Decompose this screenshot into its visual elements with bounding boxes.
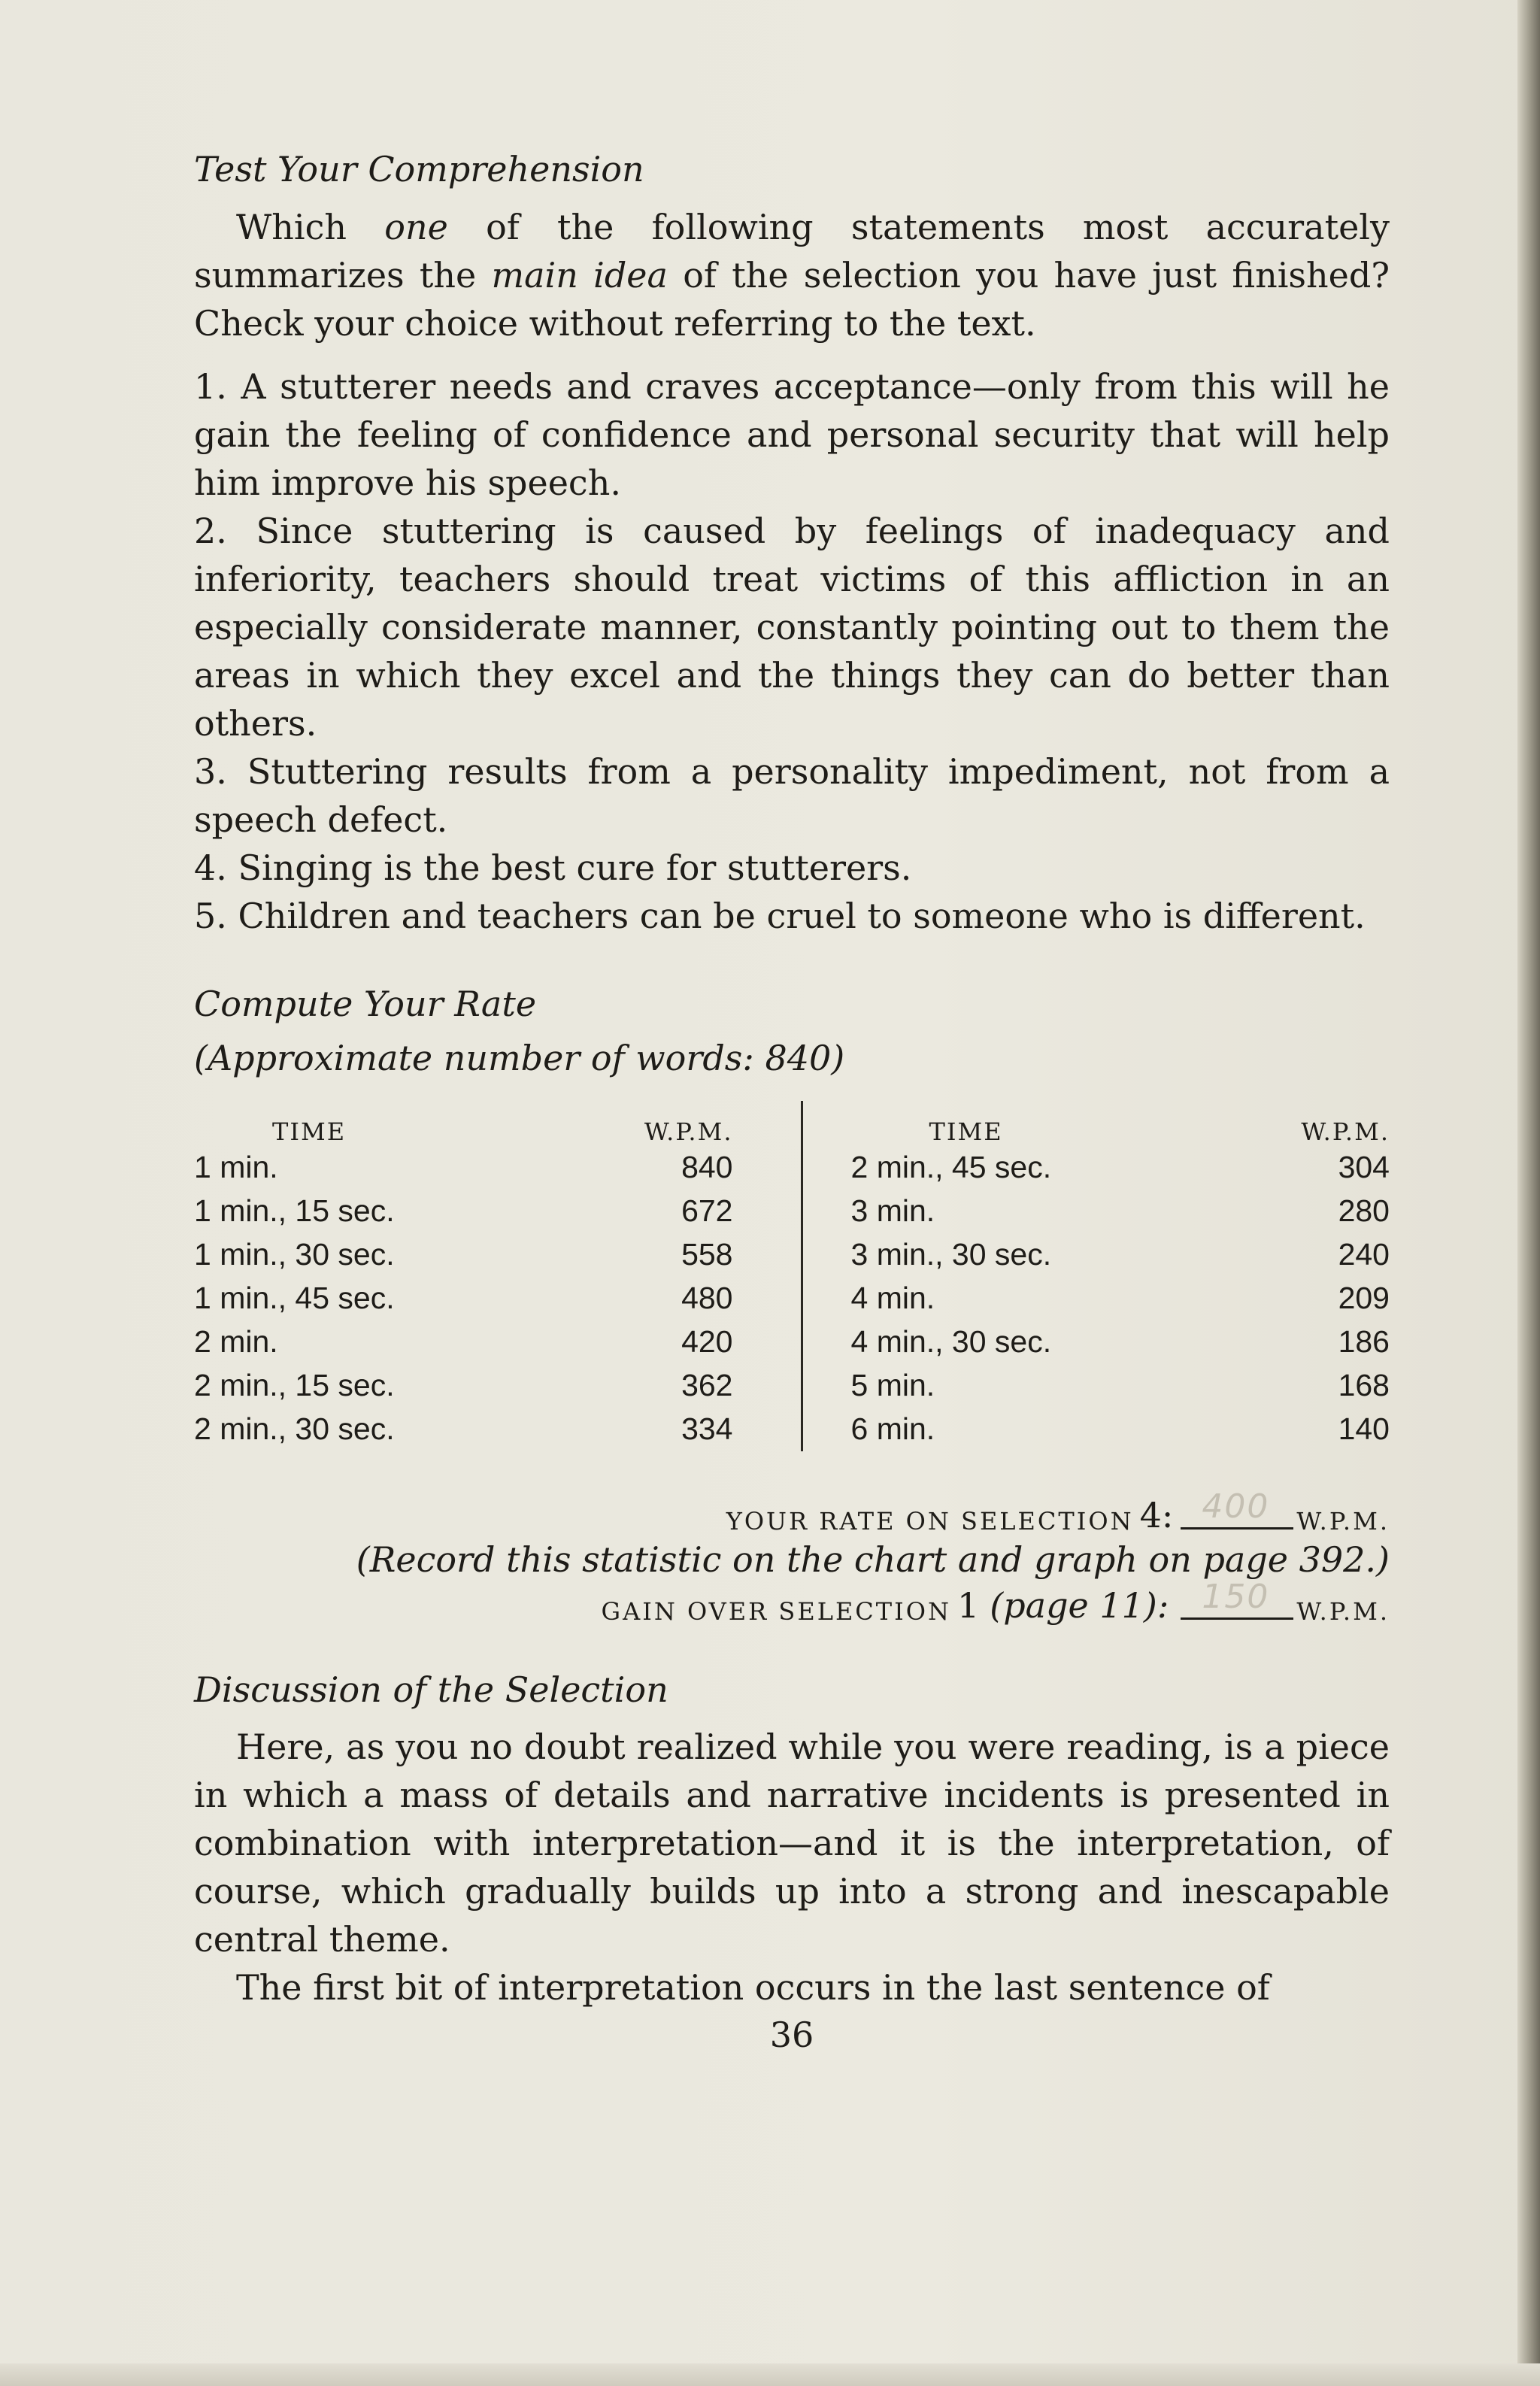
row-wpm: 362 bbox=[681, 1368, 733, 1403]
gain-blank[interactable] bbox=[1181, 1577, 1293, 1620]
gain-selection-num: 1 bbox=[957, 1584, 980, 1626]
intro-emphasis-one: one bbox=[384, 206, 448, 247]
header-time: TIME bbox=[272, 1117, 347, 1146]
gain-wpm-suffix: W.P.M. bbox=[1296, 1596, 1390, 1626]
your-rate-label: YOUR RATE ON SELECTION bbox=[726, 1506, 1134, 1536]
row-time: 4 min. bbox=[850, 1281, 935, 1316]
option-2: 2. Since stuttering is caused by feelings of inadequacy and inferiority, teachers should treat victims of this affliction in an especially considerate manner, constantly pointing out to them the areas in which they excel and the things they can do better than others. bbox=[194, 510, 1390, 744]
row-wpm: 168 bbox=[1338, 1368, 1390, 1403]
rate-table-header bbox=[194, 1101, 733, 1146]
gain-page-ref: (page 11): bbox=[990, 1584, 1169, 1626]
table-row bbox=[194, 1364, 733, 1408]
row-time: 2 min., 45 sec. bbox=[850, 1150, 1052, 1185]
header-wpm: W.P.M. bbox=[1301, 1117, 1390, 1146]
handwritten-gain: 150 bbox=[1202, 1577, 1270, 1616]
intro-text-2: of the following statements most accurately summarizes the bbox=[194, 206, 1390, 296]
table-row bbox=[851, 1233, 1390, 1277]
row-wpm: 334 bbox=[681, 1411, 733, 1447]
row-time: 1 min., 45 sec. bbox=[194, 1281, 395, 1316]
header-wpm: W.P.M. bbox=[644, 1117, 733, 1146]
your-rate-wpm-suffix: W.P.M. bbox=[1296, 1506, 1390, 1536]
table-row bbox=[194, 1320, 733, 1364]
row-time: 6 min. bbox=[850, 1411, 935, 1447]
page-number: 36 bbox=[769, 2015, 814, 2056]
row-wpm: 140 bbox=[1338, 1411, 1390, 1447]
table-row bbox=[194, 1190, 733, 1233]
your-rate-blank[interactable] bbox=[1181, 1487, 1293, 1530]
test-heading: Test Your Comprehension bbox=[194, 149, 644, 189]
your-rate-selection-num: 4: bbox=[1139, 1494, 1174, 1536]
rate-subheading: (Approximate number of words: 840) bbox=[194, 1037, 845, 1078]
header-time: TIME bbox=[929, 1117, 1003, 1146]
row-time: 1 min., 30 sec. bbox=[194, 1237, 395, 1272]
option-3: 3. Stuttering results from a personality impediment, not from a speech defect. bbox=[194, 750, 1390, 840]
row-time: 4 min., 30 sec. bbox=[850, 1324, 1052, 1360]
rate-result-block bbox=[194, 1487, 1390, 1626]
book-spine-edge bbox=[1517, 0, 1540, 2386]
table-row bbox=[851, 1190, 1390, 1233]
rate-table-header bbox=[851, 1101, 1390, 1146]
rate-heading: Compute Your Rate bbox=[194, 983, 537, 1024]
handwritten-rate: 400 bbox=[1202, 1487, 1270, 1526]
table-row bbox=[851, 1277, 1390, 1320]
gain-label: GAIN OVER SELECTION bbox=[601, 1596, 951, 1626]
discussion-heading: Discussion of the Selection bbox=[194, 1669, 668, 1710]
row-wpm: 240 bbox=[1338, 1237, 1390, 1272]
table-row bbox=[194, 1146, 733, 1190]
table-row bbox=[194, 1408, 733, 1451]
table-row bbox=[851, 1146, 1390, 1190]
row-wpm: 840 bbox=[681, 1150, 733, 1185]
row-time: 1 min., 15 sec. bbox=[194, 1193, 395, 1229]
row-time: 3 min., 30 sec. bbox=[850, 1237, 1052, 1272]
intro-text-3: of the selection you have just finished? Check your choice without referring to the text. bbox=[194, 254, 1390, 344]
page-bottom-edge bbox=[0, 2363, 1540, 2386]
table-row bbox=[851, 1364, 1390, 1408]
row-time: 2 min., 30 sec. bbox=[194, 1411, 395, 1447]
row-time: 2 min., 15 sec. bbox=[194, 1368, 395, 1403]
table-row bbox=[851, 1320, 1390, 1364]
intro-text-1: Which bbox=[236, 206, 385, 247]
row-wpm: 420 bbox=[681, 1324, 733, 1360]
row-time: 5 min. bbox=[850, 1368, 935, 1403]
row-wpm: 672 bbox=[681, 1193, 733, 1229]
row-time: 2 min. bbox=[194, 1324, 278, 1360]
rate-table-right bbox=[803, 1101, 1390, 1451]
discussion-para-2: The first bit of interpretation occurs in the last sentence of bbox=[236, 1967, 1270, 2009]
rate-table-left bbox=[194, 1101, 803, 1451]
option-4: 4. Singing is the best cure for stutterers. bbox=[194, 847, 912, 888]
row-wpm: 186 bbox=[1338, 1324, 1390, 1360]
record-note: (Record this statistic on the chart and graph on page 392.) bbox=[356, 1539, 1390, 1580]
page-content bbox=[194, 147, 1390, 2055]
row-wpm: 280 bbox=[1338, 1193, 1390, 1229]
row-wpm: 209 bbox=[1338, 1281, 1390, 1316]
test-intro bbox=[194, 203, 1390, 347]
discussion-para-1: Here, as you no doubt realized while you were reading, is a piece in which a mass of details and narrative incidents is presented in combination with interpretation—and it is the interpretation, of course, which gradually builds up into a strong and inescapable central theme. bbox=[194, 1727, 1390, 1960]
row-wpm: 480 bbox=[681, 1281, 733, 1316]
row-time: 1 min. bbox=[194, 1150, 278, 1185]
rate-table bbox=[194, 1101, 1390, 1451]
intro-emphasis-main-idea: main idea bbox=[491, 254, 668, 296]
row-time: 3 min. bbox=[850, 1193, 935, 1229]
row-wpm: 304 bbox=[1338, 1150, 1390, 1185]
option-5: 5. Children and teachers can be cruel to someone who is different. bbox=[194, 895, 1366, 936]
row-wpm: 558 bbox=[681, 1237, 733, 1272]
option-1: 1. A stutterer needs and craves acceptance—only from this will he gain the feeling of confidence and personal security that will help him improve his speech. bbox=[194, 365, 1390, 503]
table-row bbox=[194, 1277, 733, 1320]
table-row bbox=[194, 1233, 733, 1277]
gain-line bbox=[194, 1577, 1390, 1626]
table-row bbox=[851, 1408, 1390, 1451]
your-rate-line bbox=[194, 1487, 1390, 1536]
